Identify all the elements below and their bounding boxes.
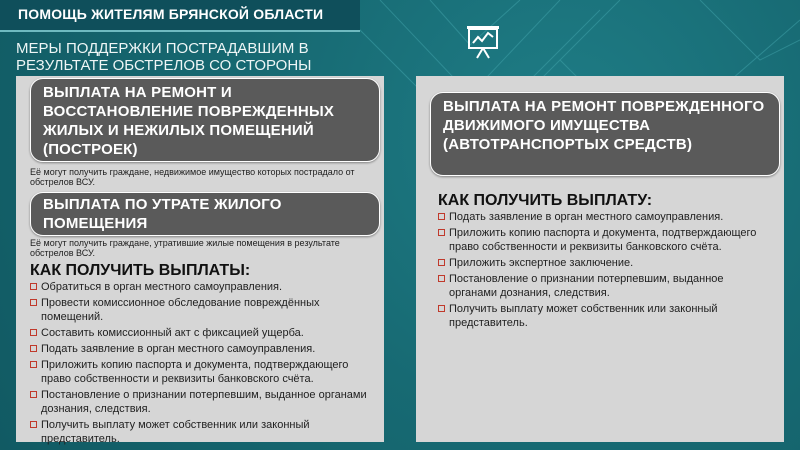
list-item: Получить выплату может собственник или законный представитель. bbox=[30, 418, 380, 446]
bullet-icon bbox=[30, 421, 37, 428]
bullet-icon bbox=[30, 361, 37, 368]
card-vehicle-title: ВЫПЛАТА НА РЕМОНТ ПОВРЕЖДЕННОГО ДВИЖИМОГО ИМУЩЕСТВА (АВТОТРАНСПОРТЫХ СРЕДСТВ) bbox=[443, 98, 765, 153]
card-loss-title: ВЫПЛАТА ПО УТРАТЕ ЖИЛОГО ПОМЕЩЕНИЯ bbox=[43, 196, 282, 232]
card-repair-title-box bbox=[30, 78, 380, 162]
list-item: Постановление о признании потерпевшим, выданное органами дознания, следствия. bbox=[30, 388, 380, 416]
list-item: Приложить копию паспорта и документа, подтверждающего право собственности и реквизиты банковского счёта. bbox=[438, 226, 774, 254]
bullet-icon bbox=[30, 299, 37, 306]
bullet-icon bbox=[438, 305, 445, 312]
list-item: Приложить экспертное заключение. bbox=[438, 256, 774, 270]
bullet-icon bbox=[438, 229, 445, 236]
list-item: Получить выплату может собственник или законный представитель. bbox=[438, 302, 774, 330]
left-steps-list bbox=[30, 280, 380, 448]
bullet-icon bbox=[30, 391, 37, 398]
card-vehicle-title-box bbox=[430, 92, 780, 176]
bullet-icon bbox=[30, 345, 37, 352]
list-item: Провести комиссионное обследование повреждённых помещений. bbox=[30, 296, 380, 324]
bullet-icon bbox=[438, 259, 445, 266]
list-item: Подать заявление в орган местного самоуправления. bbox=[438, 210, 774, 224]
card-repair-note: Её могут получить граждане, недвижимое имущество которых пострадало от обстрелов ВСУ. bbox=[30, 167, 355, 187]
bullet-icon bbox=[438, 275, 445, 282]
list-item: Обратиться в орган местного самоуправления. bbox=[30, 280, 380, 294]
list-item: Составить комиссионный акт с фиксацией ущерба. bbox=[30, 326, 380, 340]
left-how-title: КАК ПОЛУЧИТЬ ВЫПЛАТЫ: bbox=[30, 262, 251, 279]
bullet-icon bbox=[30, 329, 37, 336]
page-subtitle: МЕРЫ ПОДДЕРЖКИ ПОСТРАДАВШИМ В РЕЗУЛЬТАТЕ ОБСТРЕЛОВ СО СТОРОНЫ bbox=[16, 40, 312, 74]
right-steps-list bbox=[438, 210, 774, 332]
header-title: ПОМОЩЬ ЖИТЕЛЯМ БРЯНСКОЙ ОБЛАСТИ bbox=[18, 6, 324, 22]
card-repair-title: ВЫПЛАТА НА РЕМОНТ И ВОССТАНОВЛЕНИЕ ПОВРЕЖДЕННЫХ ЖИЛЫХ И НЕЖИЛЫХ ПОМЕЩЕНИЙ (ПОСТРОЕК) bbox=[43, 84, 335, 158]
bullet-icon bbox=[438, 213, 445, 220]
card-loss-note: Её могут получить граждане, утратившие жилые помещения в результате обстрелов ВСУ. bbox=[30, 238, 340, 258]
list-item: Постановление о признании потерпевшим, выданное органами дознания, следствия. bbox=[438, 272, 774, 300]
right-how-title: КАК ПОЛУЧИТЬ ВЫПЛАТУ: bbox=[438, 192, 653, 209]
header-bar bbox=[0, 0, 360, 32]
card-loss-title-box bbox=[30, 192, 380, 236]
list-item: Приложить копию паспорта и документа, подтверждающего право собственности и реквизиты банковского счёта. bbox=[30, 358, 380, 386]
list-item: Подать заявление в орган местного самоуправления. bbox=[30, 342, 380, 356]
presentation-board-icon bbox=[466, 24, 500, 60]
bullet-icon bbox=[30, 283, 37, 290]
